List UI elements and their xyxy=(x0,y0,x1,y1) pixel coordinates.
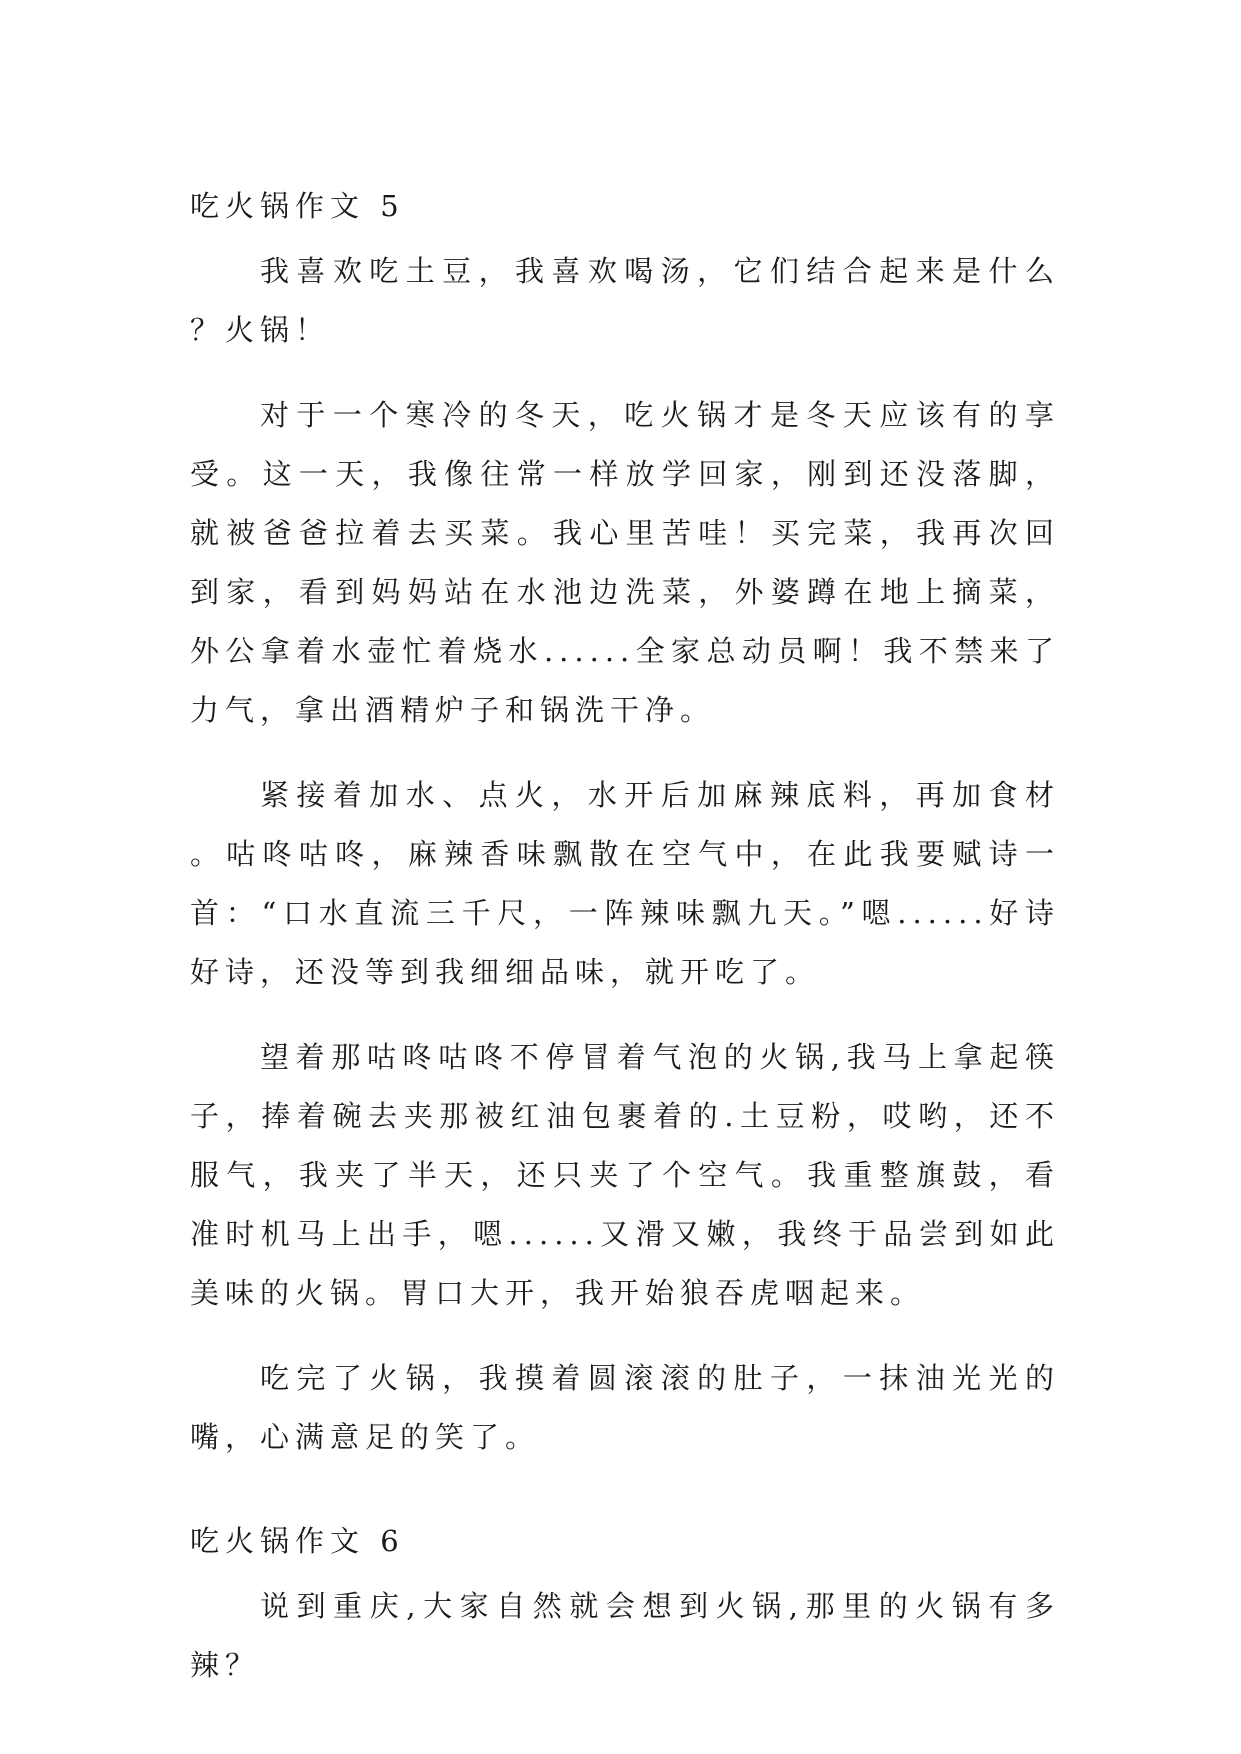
essay-heading: 吃火锅作文 5 xyxy=(190,189,405,223)
document-body xyxy=(190,186,1060,1695)
essay-paragraph: 说到重庆,大家自然就会想到火锅,那里的火锅有多辣？ xyxy=(190,1589,1060,1682)
essay-paragraph: 对于一个寒冷的冬天，吃火锅才是冬天应该有的享受。这一天，我像往常一样放学回家，刚到还没落脚，就被爸爸拉着去买菜。我心里苦哇！买完菜，我再次回到家，看到妈妈站在水池边洗菜，外婆蹲在地上摘菜，外公拿着水壶忙着烧水......全家总动员啊！我不禁来了力气，拿出酒精炉子和锅洗干净。 xyxy=(190,398,1060,727)
essay-paragraph: 紧接着加水、点火，水开后加麻辣底料，再加食材。咕咚咕咚，麻辣香味飘散在空气中，在此我要赋诗一首：“口水直流三千尺，一阵辣味飘九天。”嗯......好诗好诗，还没等到我细细品味，就开吃了。 xyxy=(190,778,1060,989)
essay-paragraph: 望着那咕咚咕咚不停冒着气泡的火锅,我马上拿起筷子，捧着碗去夹那被红油包裹着的.土豆粉，哎哟，还不服气，我夹了半天，还只夹了个空气。我重整旗鼓，看准时机马上出手，嗯......又滑又嫩，我终于品尝到如此美味的火锅。胃口大开，我开始狼吞虎咽起来。 xyxy=(190,1040,1060,1310)
essay-section-5 xyxy=(190,186,1060,1467)
essay-section-6 xyxy=(190,1521,1060,1695)
essay-heading: 吃火锅作文 6 xyxy=(190,1524,405,1558)
essay-paragraph: 吃完了火锅，我摸着圆滚滚的肚子，一抹油光光的嘴，心满意足的笑了。 xyxy=(190,1361,1060,1454)
essay-paragraph: 我喜欢吃土豆，我喜欢喝汤，它们结合起来是什么？火锅！ xyxy=(190,254,1060,347)
